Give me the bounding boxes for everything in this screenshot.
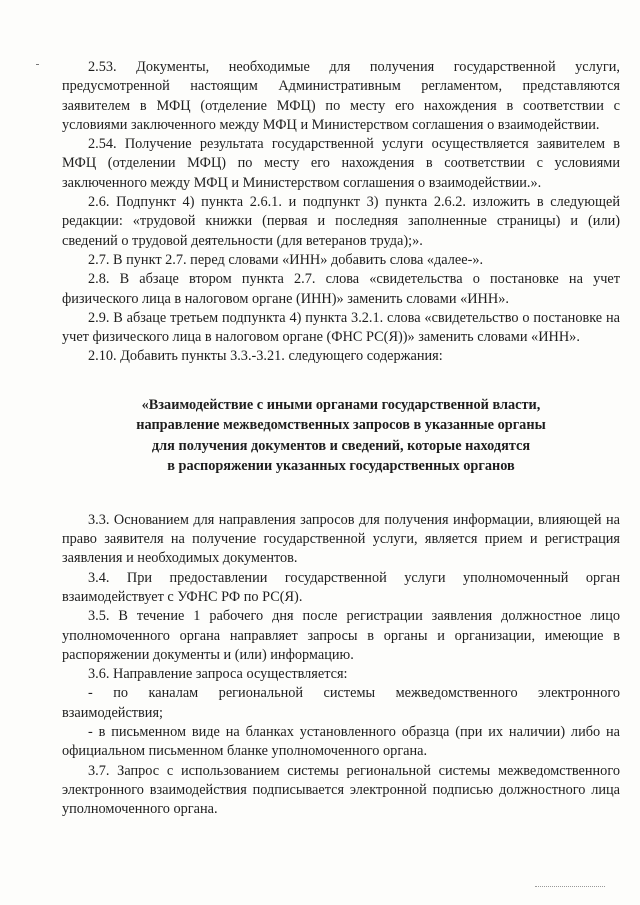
section-heading xyxy=(62,395,620,477)
scan-speck xyxy=(36,64,39,65)
paragraph-2-9: 2.9. В абзаце третьем подпункта 4) пункта 3.2.1. слова «свидетельство о постановке на учет физического лица в налоговом органе (ФНС РС(Я))» заменить словами «ИНН». xyxy=(62,309,620,346)
paragraph-2-6: 2.6. Подпункт 4) пункта 2.6.1. и подпункт 3) пункта 2.6.2. изложить в следующей редакции: «трудовой книжки (первая и последняя заполненные страницы) и (или) сведений о трудовой деятельности (для ветеранов труда);». xyxy=(62,194,620,249)
scan-footer-marks xyxy=(535,886,605,889)
paragraph-3-4: 3.4. При предоставлении государственной услуги уполномоченный орган взаимодействует с УФНС РФ по РС(Я). xyxy=(62,569,620,605)
paragraph-2-53: 2.53. Документы, необходимые для получения государственной услуги, предусмотренной настоящим Административным регламентом, представляются заявителем в МФЦ (отделение МФЦ) по месту его нахождения в соответствии с условиями заключенного между МФЦ и Министерством соглашения о взаимодействии. xyxy=(62,59,620,133)
paragraph-2-54: 2.54. Получение результата государственной услуги осуществляется заявителем в МФЦ (отделении МФЦ) по месту его нахождения в соответствии с условиями заключенного между МФЦ и Министерством соглашения о взаимодействии.». xyxy=(62,136,620,191)
document-page xyxy=(62,58,620,820)
paragraph-3-3: 3.3. Основанием для направления запросов для получения информации, влияющей на право заявителя на получение государственной услуги, является прием и регистрация заявления и необходимых документов. xyxy=(62,511,620,567)
heading-line: в распоряжении указанных государственных органов xyxy=(167,458,515,475)
paragraph-3-5: 3.5. В течение 1 рабочего дня после регистрации заявления должностное лицо уполномоченного органа направляет запросы в органы и организации, имеющие в распоряжении документы и (или) информацию. xyxy=(62,608,620,663)
paragraph-3-6: 3.6. Направление запроса осуществляется: xyxy=(88,666,348,683)
list-item: - в письменном виде на бланках установленного образца (при их наличии) либо на официальном письменном бланке уполномоченного органа. xyxy=(62,724,620,760)
list-item: - по каналам региональной системы межведомственного электронного взаимодействия; xyxy=(62,685,620,721)
heading-line: направление межведомственных запросов в указанные органы xyxy=(136,417,546,434)
paragraph-2-10: 2.10. Добавить пункты 3.3.-3.21. следующего содержания: xyxy=(88,348,443,365)
paragraph-2-7: 2.7. В пункт 2.7. перед словами «ИНН» добавить слова «далее-». xyxy=(88,251,484,268)
heading-line: для получения документов и сведений, которые находятся xyxy=(151,437,531,454)
paragraph-2-8: 2.8. В абзаце втором пункта 2.7. слова «свидетельства о постановке на учет физического лица в налоговом органе (ИНН)» заменить словами «ИНН». xyxy=(62,271,620,307)
paragraph-3-7: 3.7. Запрос с использованием системы региональной системы межведомственного электронного взаимодействия подписывается электронной подписью должностного лица уполномоченного органа. xyxy=(62,762,620,818)
heading-line: «Взаимодействие с иными органами государственной власти, xyxy=(141,396,541,413)
